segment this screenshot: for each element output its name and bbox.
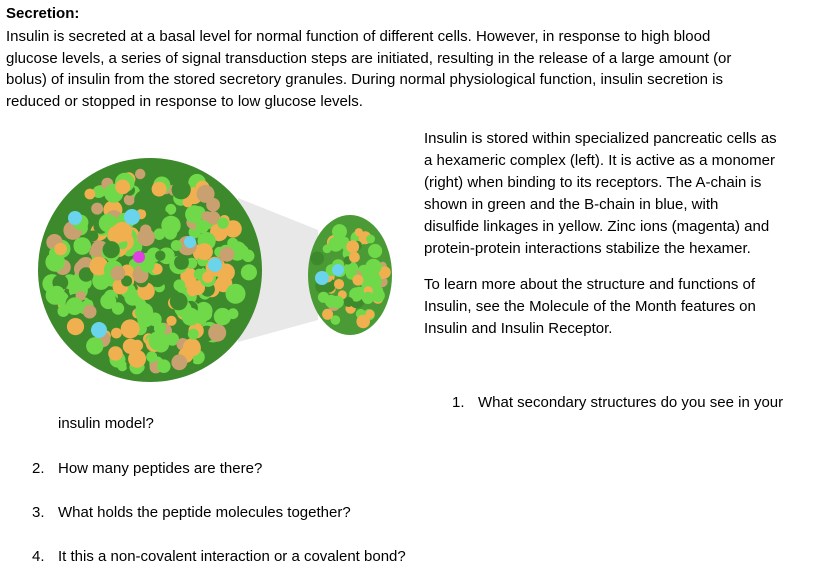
description-line: disulfide linkages in yellow. Zinc ions (magenta) and (424, 218, 770, 235)
b-chain-blob (68, 211, 82, 225)
residue-blob (188, 329, 199, 340)
residue-blob (174, 279, 186, 291)
residue-blob (208, 324, 226, 342)
description-line: Insulin is stored within specialized pancreatic cells as (424, 130, 777, 147)
description-line: protein-protein interactions stabilize the hexamer. (424, 240, 751, 257)
residue-blob (121, 319, 140, 338)
residue-blob (166, 316, 176, 326)
residue-blob (226, 284, 246, 304)
residue-blob (48, 286, 65, 303)
residue-blob (108, 346, 123, 361)
residue-blob (172, 180, 191, 199)
question-2 (32, 458, 262, 480)
insulin-structure-illustration (0, 120, 420, 390)
residue-blob (83, 305, 97, 319)
paragraph-line: reduced or stopped in response to low glucose levels. (6, 92, 363, 110)
paragraph-line: Insulin is secreted at a basal level for normal function of different cells. However, in response to high blood (6, 28, 711, 45)
intro-paragraph (6, 26, 806, 112)
residue-blob (135, 169, 145, 179)
residue-blob (115, 180, 130, 195)
residue-blob (174, 255, 189, 270)
residue-blob (100, 293, 116, 309)
residue-blob (220, 247, 235, 262)
b-chain-blob (332, 264, 344, 276)
residue-blob (128, 350, 146, 368)
residue-blob (170, 293, 188, 311)
description-line: (right) when binding to its receptors. The A-chain is (424, 174, 762, 191)
residue-blob (86, 337, 103, 354)
learn-more-line: To learn more about the structure and functions of (424, 276, 756, 293)
b-chain-blob (184, 236, 196, 248)
residue-blob (310, 252, 324, 266)
residue-blob (368, 244, 382, 258)
b-chain-blob (208, 258, 222, 272)
residue-blob (58, 305, 70, 317)
section-heading: Secretion: (6, 5, 80, 22)
residue-blob (157, 359, 171, 373)
residue-blob (112, 222, 132, 242)
residue-blob (182, 308, 200, 326)
residue-blob (149, 331, 169, 351)
learn-more-text (424, 274, 819, 340)
question-4 (32, 546, 406, 568)
residue-blob (332, 224, 347, 239)
learn-more-line: Insulin, see the Molecule of the Month features on (424, 298, 756, 315)
question-text: How many peptides are there? (58, 460, 263, 477)
residue-blob (74, 237, 92, 255)
residue-blob (197, 185, 215, 203)
residue-blob (334, 279, 344, 289)
question-number: 4. (32, 548, 45, 565)
question-text: What holds the peptide molecules together? (58, 504, 351, 521)
question-1 (452, 392, 783, 414)
residue-blob (346, 240, 359, 253)
residue-blob (152, 182, 167, 197)
question-3 (32, 502, 351, 524)
question-text: What secondary structures do you see in your (478, 394, 784, 411)
residue-blob (241, 264, 257, 280)
description-line: a hexameric complex (left). It is active as a monomer (424, 152, 775, 169)
residue-blob (135, 303, 153, 321)
residue-blob (196, 243, 213, 260)
residue-blob (227, 238, 238, 249)
residue-blob (146, 351, 157, 362)
residue-blob (155, 251, 165, 261)
residue-blob (54, 243, 67, 256)
question-1-continued: insulin model? (58, 415, 154, 432)
residue-blob (111, 328, 122, 339)
residue-blob (355, 287, 364, 296)
residue-blob (202, 272, 213, 283)
question-number: 2. (32, 460, 45, 477)
zinc-ion (133, 251, 145, 263)
residue-blob (103, 241, 120, 258)
residue-blob (171, 354, 187, 370)
learn-more-line: Insulin and Insulin Receptor. (424, 320, 613, 337)
residue-blob (171, 240, 182, 251)
residue-blob (325, 295, 338, 308)
b-chain-blob (91, 322, 107, 338)
question-number: 3. (32, 504, 45, 521)
residue-blob (330, 237, 343, 250)
residue-blob (98, 276, 110, 288)
residue-blob (349, 252, 360, 263)
question-number: 1. (452, 394, 465, 411)
paragraph-line: glucose levels, a series of signal transduction steps are initiated, resulting in the release of a large amount (or (6, 49, 732, 67)
residue-blob (344, 297, 354, 307)
residue-blob (134, 190, 154, 210)
residue-blob (214, 308, 231, 325)
residue-blob (45, 252, 65, 272)
residue-blob (124, 194, 135, 205)
residue-blob (242, 250, 255, 263)
structure-description (424, 128, 819, 260)
residue-blob (352, 275, 363, 286)
residue-blob (365, 259, 381, 275)
b-chain-blob (124, 209, 140, 225)
residue-blob (91, 203, 103, 215)
residue-blob (366, 235, 375, 244)
residue-blob (137, 228, 155, 246)
residue-blob (161, 216, 180, 235)
residue-blob (322, 309, 333, 320)
question-text: It this a non-covalent interaction or a covalent bond? (58, 548, 406, 565)
paragraph-line: bolus) of insulin from the stored secretory granules. During normal physiological function, insulin secretion is (6, 71, 724, 88)
residue-blob (117, 361, 127, 371)
b-chain-blob (315, 271, 329, 285)
residue-blob (217, 217, 228, 228)
residue-blob (67, 318, 84, 335)
residue-blob (196, 220, 210, 234)
residue-blob (362, 292, 374, 304)
residue-blob (111, 266, 126, 281)
residue-blob (187, 285, 199, 297)
residue-blob (366, 310, 375, 319)
description-line: shown in green and the B-chain in blue, with (424, 196, 719, 213)
residue-blob (85, 189, 96, 200)
